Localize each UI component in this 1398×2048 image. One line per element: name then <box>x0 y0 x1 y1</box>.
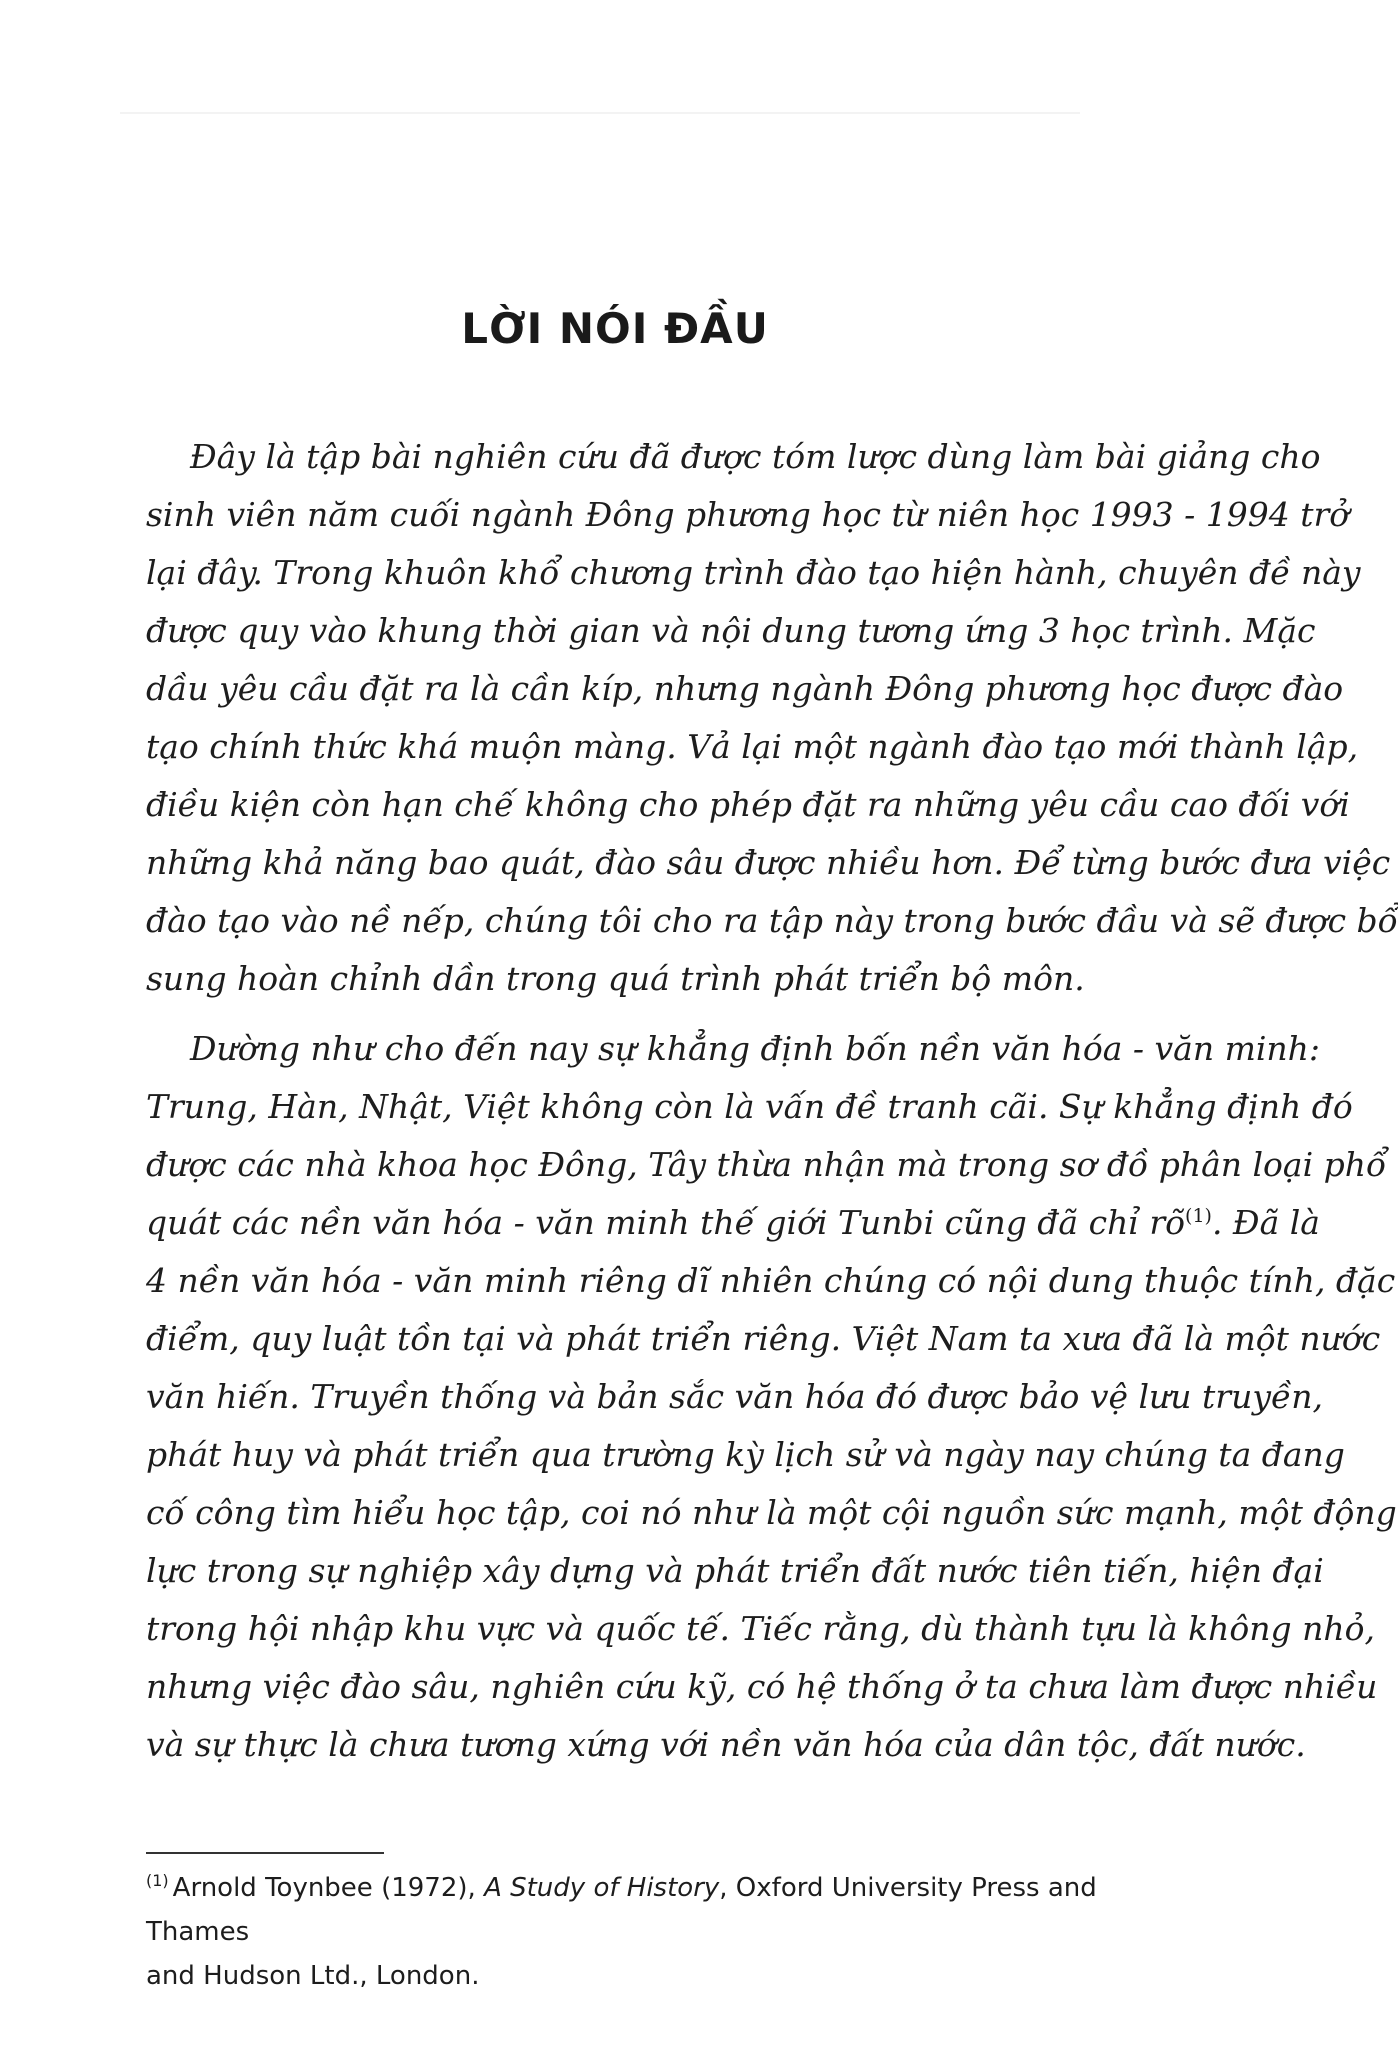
text-line: cố công tìm hiểu học tập, coi nó như là một cội nguồn sức mạnh, một động <box>146 1493 1397 1532</box>
text-line: lại đây. Trong khuôn khổ chương trình đào tạo hiện hành, chuyên đề này <box>146 553 1361 592</box>
text-line: 4 nền văn hóa - văn minh riêng dĩ nhiên chúng có nội dung thuộc tính, đặc <box>146 1261 1396 1300</box>
bleed-through-line <box>120 112 1080 114</box>
text-line: Dường như cho đến nay sự khẳng định bốn nền văn hóa - văn minh: <box>190 1029 1321 1068</box>
footnote-reference[interactable]: (1) <box>1185 1205 1212 1227</box>
footnote-publisher: , Oxford University Press and Thames <box>146 1873 1097 1947</box>
text-line: văn hiến. Truyền thống và bản sắc văn hóa đó được bảo vệ lưu truyền, <box>146 1377 1324 1416</box>
text-line: dầu yêu cầu đặt ra là cần kíp, nhưng ngành Đông phương học được đào <box>146 669 1344 708</box>
text-line: sung hoàn chỉnh dần trong quá trình phát triển bộ môn. <box>146 959 1085 998</box>
text-line: sinh viên năm cuối ngành Đông phương học từ niên học 1993 - 1994 trở <box>146 495 1350 534</box>
text-line: đào tạo vào nề nếp, chúng tôi cho ra tập này trong bước đầu và sẽ được bổ <box>146 901 1398 940</box>
text-line: và sự thực là chưa tương xứng với nền văn hóa của dân tộc, đất nước. <box>146 1725 1306 1764</box>
text-line: được quy vào khung thời gian và nội dung tương ứng 3 học trình. Mặc <box>146 611 1316 650</box>
footnote-line <box>146 1866 1106 1954</box>
footnote-separator <box>146 1852 384 1854</box>
text-segment: quát các nền văn hóa - văn minh thế giới Tunbi cũng đã chỉ rõ <box>146 1203 1186 1242</box>
page-title: LỜI NÓI ĐẦU <box>461 304 769 353</box>
footnote-work-title: A Study of History <box>484 1873 720 1903</box>
text-line: lực trong sự nghiệp xây dựng và phát triển đất nước tiên tiến, hiện đại <box>146 1551 1324 1590</box>
text-line: Trung, Hàn, Nhật, Việt không còn là vấn đề tranh cãi. Sự khẳng định đó <box>146 1087 1353 1126</box>
footnote-line: and Hudson Ltd., London. <box>146 1961 480 1991</box>
text-line-with-footnote-ref <box>146 1194 1320 1252</box>
text-line: nhưng việc đào sâu, nghiên cứu kỹ, có hệ thống ở ta chưa làm được nhiều <box>146 1667 1378 1706</box>
paragraph-1 <box>146 428 1398 1008</box>
paragraph-2 <box>146 1020 1397 1774</box>
text-line: Đây là tập bài nghiên cứu đã được tóm lược dùng làm bài giảng cho <box>190 437 1321 476</box>
text-segment: . Đã là <box>1211 1203 1320 1242</box>
text-line: điểm, quy luật tồn tại và phát triển riêng. Việt Nam ta xưa đã là một nước <box>146 1319 1381 1358</box>
footnote-author: Arnold Toynbee (1972), <box>172 1873 485 1903</box>
body-text <box>146 428 1398 1786</box>
text-line: phát huy và phát triển qua trường kỳ lịch sử và ngày nay chúng ta đang <box>146 1435 1345 1474</box>
text-line: điều kiện còn hạn chế không cho phép đặt ra những yêu cầu cao đối với <box>146 785 1350 824</box>
footnote <box>146 1866 1106 1998</box>
footnote-marker: (1) <box>146 1871 169 1891</box>
text-line: những khả năng bao quát, đào sâu được nhiều hơn. Để từng bước đưa việc <box>146 843 1391 882</box>
text-line: trong hội nhập khu vực và quốc tế. Tiếc rằng, dù thành tựu là không nhỏ, <box>146 1609 1376 1648</box>
text-line: được các nhà khoa học Đông, Tây thừa nhận mà trong sơ đồ phân loại phổ <box>146 1145 1387 1184</box>
text-line: tạo chính thức khá muộn màng. Vả lại một ngành đào tạo mới thành lập, <box>146 727 1359 766</box>
